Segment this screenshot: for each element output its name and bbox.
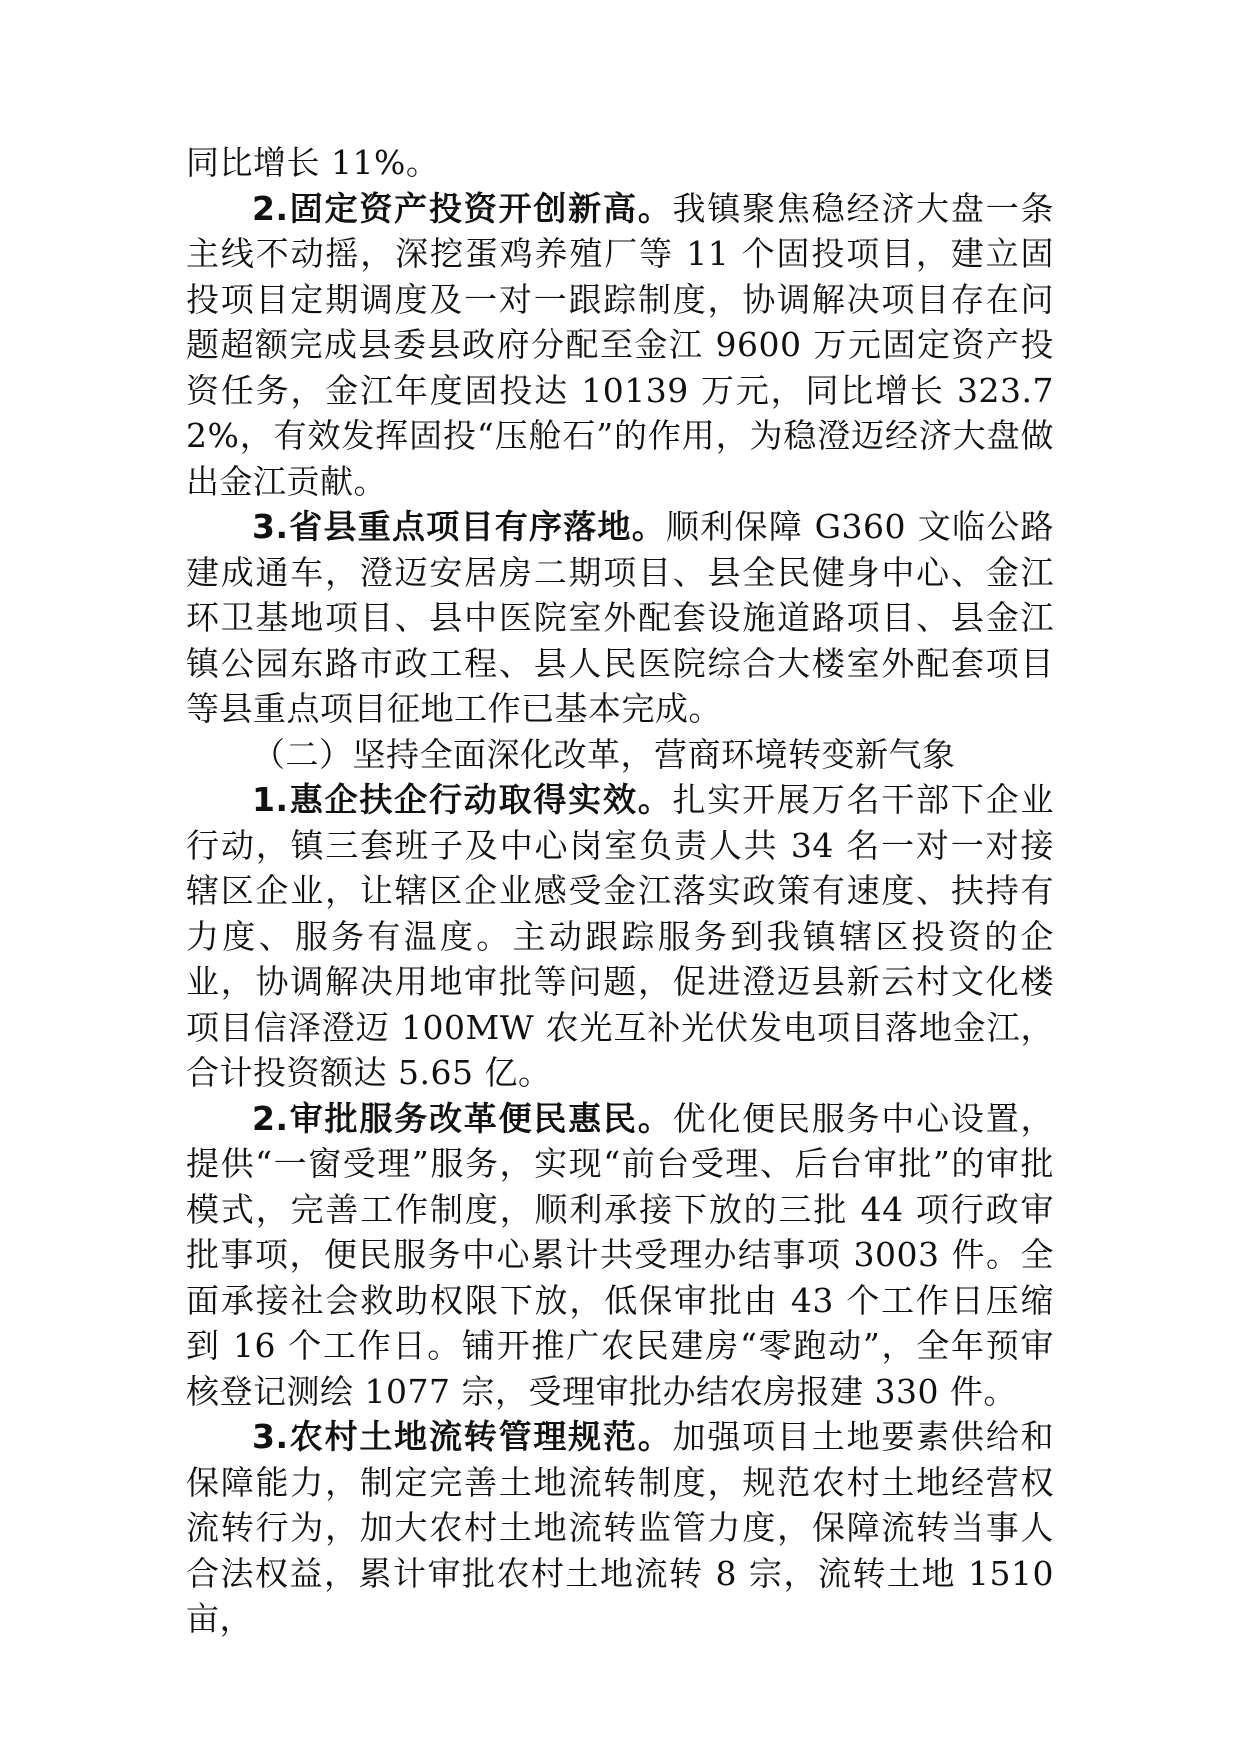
paragraph-continuation [186, 140, 1054, 186]
paragraph-heading: 3.农村土地流转管理规范。 [252, 1417, 673, 1456]
paragraph-enterprise-support [186, 777, 1054, 1096]
section-heading-text: （二）坚持全面深化改革，营商环境转变新气象 [252, 734, 956, 774]
paragraph-key-projects [186, 504, 1054, 732]
paragraph-text: 顺利保障 G360 文临公路建成通车，澄迈安居房二期项目、县全民健身中心、金江环卫基地项目、县中医院室外配套设施道路项目、县金江镇公园东路市政工程、县人民医院综合大楼室外配套项目等县重点项目征地工作已基本完成。 [186, 507, 1054, 728]
paragraph-approval-reform [186, 1096, 1054, 1415]
paragraph-heading: 2.审批服务改革便民惠民。 [252, 1098, 673, 1138]
paragraph-heading: 1.惠企扶企行动取得实效。 [252, 780, 673, 819]
paragraph-text: 加强项目土地要素供给和保障能力，制定完善土地流转制度，规范农村土地经营权流转行为，加大农村土地流转监管力度，保障流转当事人合法权益，累计审批农村土地流转 8 宗，流转土地 1510 亩， [186, 1417, 1055, 1638]
paragraph-text: 优化便民服务中心设置，提供“一窗受理”服务，实现“前台受理、后台审批”的审批模式，完善工作制度，顺利承接下放的三批 44 项行政审批事项，便民服务中心累计共受理办结事项 3003 件。全面承接社会救助权限下放，低保审批由 43 个工作日压缩到 16 个工作日。铺开推广农民建房“零跑动”，全年预审核登记测绘 1077 宗，受理审批办结农房报建 330 件。 [186, 1098, 1055, 1411]
section-heading [186, 732, 1054, 778]
paragraph-land-transfer [186, 1414, 1054, 1642]
paragraph-text: 同比增长 11%。 [186, 143, 440, 182]
paragraph-heading: 3.省县重点项目有序落地。 [252, 507, 666, 546]
paragraph-fixed-asset-investment [186, 186, 1054, 505]
paragraph-text: 扎实开展万名干部下企业行动，镇三套班子及中心岗室负责人共 34 名一对一对接辖区企业，让辖区企业感受金江落实政策有速度、扶持有力度、服务有温度。主动跟踪服务到我镇辖区投资的企业，协调解决用地审批等问题，促进澄迈县新云村文化楼项目信泽澄迈 100MW 农光互补光伏发电项目落地金江，合计投资额达 5.65 亿。 [186, 780, 1055, 1092]
paragraph-heading: 2.固定资产投资开创新高。 [252, 188, 673, 228]
paragraph-text: 我镇聚焦稳经济大盘一条主线不动摇，深挖蛋鸡养殖厂等 11 个固投项目，建立固投项目定期调度及一对一跟踪制度，协调解决项目存在问题超额完成县委县政府分配至金江 9600 万元固定资产投资任务，金江年度固投达 10139 万元，同比增长 323.72%，有效发挥固投“压舱石”的作用，为稳澄迈经济大盘做出金江贡献。 [186, 188, 1055, 501]
